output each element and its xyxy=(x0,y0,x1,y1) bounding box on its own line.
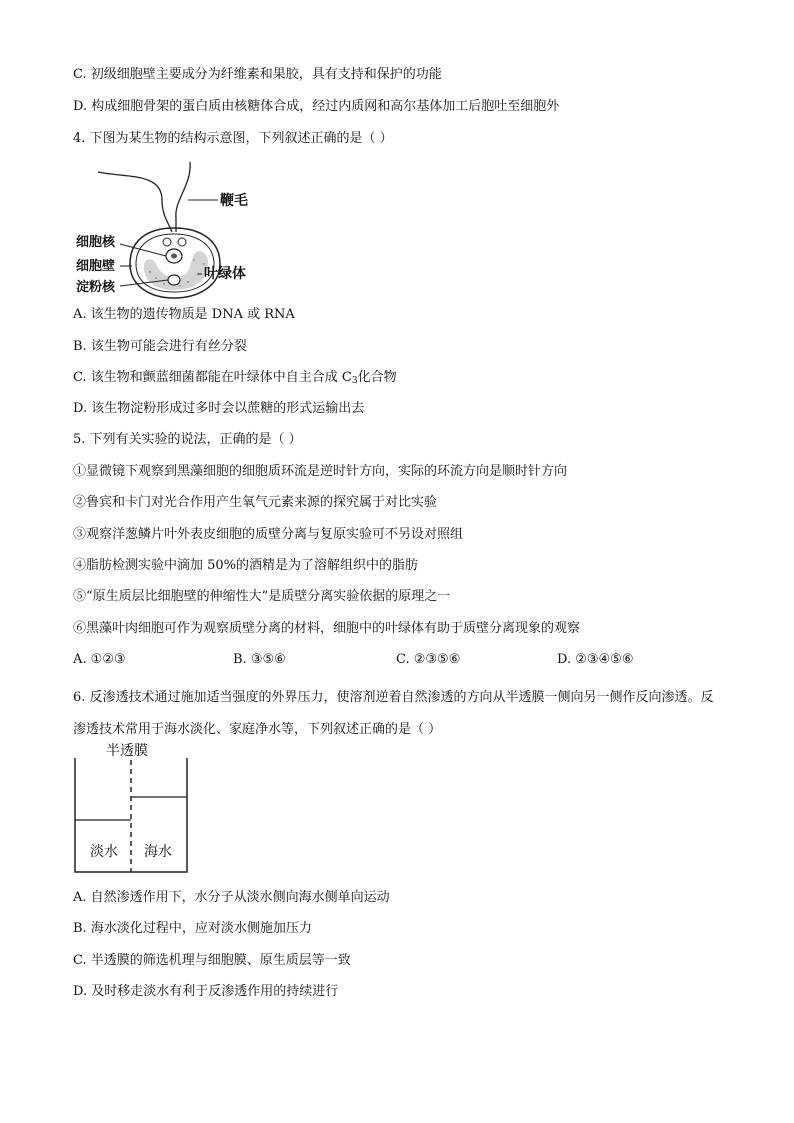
flagellum-right xyxy=(176,162,190,232)
label-membrane: 半透膜 xyxy=(106,743,148,759)
label-flagellum: 鞭毛 xyxy=(220,193,248,209)
label-cell-wall: 细胞壁 xyxy=(76,259,116,274)
q6-stem: 6. 反渗透技术通过施加适当强度的外界压力，使溶剂逆着自然渗透的方向从半透膜一侧向另一侧作反向渗透。反渗透技术常用于海水淡化、家庭净水等，下列叙述正确的是（ ） xyxy=(73,690,714,737)
q5-item-1: ①显微镜下观察到黑藻细胞的细胞质环流是逆时针方向，实际的环流方向是顺时针方向 xyxy=(73,464,568,479)
q4-stem: 4. 下图为某生物的结构示意图，下列叙述正确的是（ ） xyxy=(73,131,393,146)
q6-option-a: A. 自然渗透作用下，水分子从淡水侧向海水侧单向运动 xyxy=(73,890,390,905)
q3-option-c: C. 初级细胞壁主要成分为纤维素和果胶，具有支持和保护的功能 xyxy=(73,67,442,82)
q5-option-c: C. ②③⑤⑥ xyxy=(396,652,461,667)
q6-option-b: B. 海水淡化过程中，应对淡水侧施加压力 xyxy=(73,921,312,936)
q4-option-d: D. 该生物淀粉形成过多时会以蔗糖的形式运输出去 xyxy=(73,401,365,416)
label-pyrenoid: 淀粉核 xyxy=(76,280,116,295)
q6-option-d: D. 及时移走淡水有利于反渗透作用的持续进行 xyxy=(73,984,339,999)
vacuole-right xyxy=(178,238,186,246)
flagellum-left xyxy=(98,172,172,232)
pyrenoid xyxy=(168,275,180,285)
q5-option-b: B. ③⑤⑥ xyxy=(233,652,286,667)
q5-option-d: D. ②③④⑤⑥ xyxy=(557,652,634,667)
label-sea-water: 海水 xyxy=(144,844,172,860)
label-fresh-water: 淡水 xyxy=(90,844,118,860)
q5-item-5: ⑤“原生质层比细胞壁的伸缩性大”是质壁分离实验依据的原理之一 xyxy=(73,589,451,604)
q6-osmosis-figure xyxy=(70,738,200,876)
q5-item-2: ②鲁宾和卡门对光合作用产生氧气元素来源的探究属于对比实验 xyxy=(73,495,438,510)
q4-option-a: A. 该生物的遗传物质是 DNA 或 RNA xyxy=(73,307,295,322)
q5-option-a: A. ①②③ xyxy=(73,652,126,667)
q4-option-b: B. 该生物可能会进行有丝分裂 xyxy=(73,339,247,354)
q6-option-c: C. 半透膜的筛选机理与细胞膜、原生质层等一致 xyxy=(73,953,351,968)
label-chloroplast: 叶绿体 xyxy=(204,266,246,282)
vacuole-left xyxy=(163,238,171,246)
q4-cell-figure xyxy=(70,160,290,300)
q5-stem: 5. 下列有关实验的说法，正确的是（ ） xyxy=(73,432,302,447)
q3-option-d: D. 构成细胞骨架的蛋白质由核糖体合成，经过内质网和高尔基体加工后胞吐至细胞外 xyxy=(73,99,560,114)
q5-item-3: ③观察洋葱鳞片叶外表皮细胞的质壁分离与复原实验可不另设对照组 xyxy=(73,527,464,542)
label-nucleus: 细胞核 xyxy=(76,235,116,250)
q5-item-6: ⑥黑藻叶肉细胞可作为观察质壁分离的材料，细胞中的叶绿体有助于质壁分离现象的观察 xyxy=(73,621,581,636)
q5-item-4: ④脂肪检测实验中滴加 50%的酒精是为了溶解组织中的脂肪 xyxy=(73,558,419,573)
q4-option-c: C. 该生物和颤蓝细菌都能在叶绿体中自主合成 $C_3$化合物 xyxy=(73,370,397,386)
